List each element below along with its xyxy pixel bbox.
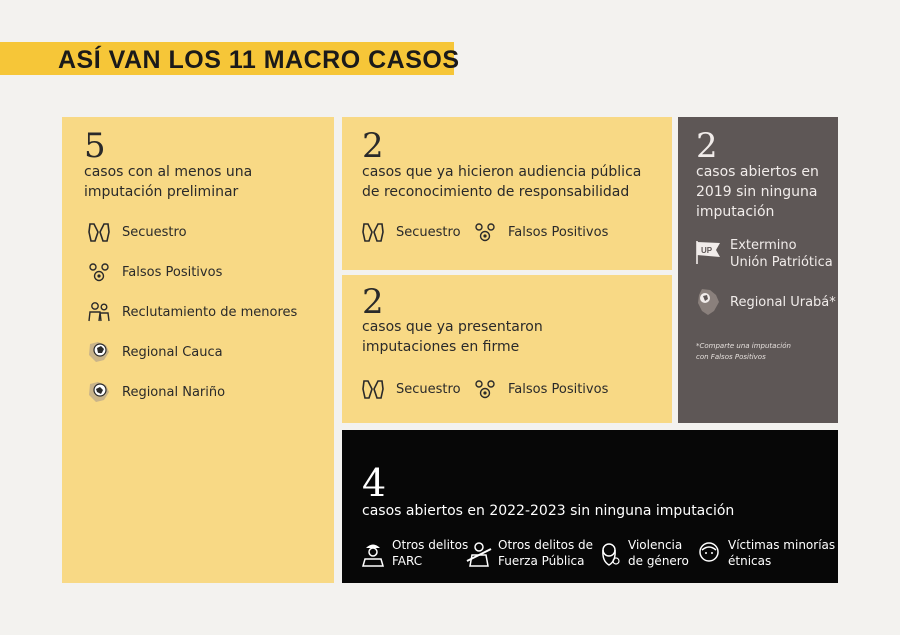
armed-forces-icon (464, 538, 494, 568)
children-icon (86, 299, 112, 325)
people-target-icon (472, 376, 498, 402)
svg-text:UP: UP (701, 246, 713, 255)
card-public-hearing (342, 117, 672, 270)
footnote: *Comparte una imputación con Falsos Positivos (696, 342, 791, 361)
soldier-icon (358, 538, 388, 568)
card-description: casos abiertos en 2022-2023 sin ninguna imputación (362, 503, 735, 519)
card-description: casos que ya presentaron imputaciones en firme (362, 319, 543, 355)
cauca-map-icon (86, 339, 112, 365)
page-title: ASÍ VAN LOS 11 MACRO CASOS (58, 46, 460, 74)
colombia-map-icon (694, 287, 722, 317)
narino-map-icon (86, 379, 112, 405)
card-number: 4 (362, 461, 387, 505)
handcuffs-icon (86, 219, 112, 245)
up-flag-icon (694, 239, 722, 267)
case-item-secuestro: Secuestro (360, 219, 461, 245)
case-item-regional-uraba: Regional Urabá* (694, 287, 836, 317)
handcuffs-icon (360, 376, 386, 402)
card-number: 5 (84, 126, 106, 166)
card-open-2022-2023 (342, 430, 838, 583)
people-target-icon (86, 259, 112, 285)
card-preliminary-imputation (62, 117, 334, 583)
case-item-falsos-positivos: Falsos Positivos (472, 219, 608, 245)
people-target-icon (472, 219, 498, 245)
card-number: 2 (696, 126, 718, 166)
case-item-reclutamiento: Reclutamiento de menores (86, 299, 297, 325)
ethnic-person-icon (694, 538, 724, 568)
case-item-regional-narino: Regional Nariño (86, 379, 225, 405)
case-item-otros-fuerza-publica: Otros delitos de Fuerza Pública (464, 537, 593, 569)
card-description: casos con al menos una imputación preliminar (84, 164, 253, 200)
card-number: 2 (362, 126, 384, 166)
case-item-otros-farc: Otros delitos FARC (358, 537, 468, 569)
case-item-secuestro: Secuestro (86, 219, 187, 245)
handcuffs-icon (360, 219, 386, 245)
card-number: 2 (362, 282, 384, 322)
card-open-2019 (678, 117, 838, 423)
case-item-union-patriotica: UP Extermino Unión Patriótica (694, 237, 833, 271)
case-item-falsos-positivos: Falsos Positivos (472, 376, 608, 402)
card-description: casos que ya hicieron audiencia pública de reconocimiento de responsabilidad (362, 164, 642, 200)
case-item-regional-cauca: Regional Cauca (86, 339, 223, 365)
case-item-falsos-positivos: Falsos Positivos (86, 259, 222, 285)
card-firm-imputations (342, 275, 672, 423)
gender-violence-icon (594, 538, 624, 568)
case-item-victimas-etnicas: Víctimas minorías étnicas (694, 537, 835, 569)
card-description: casos abiertos en 2019 sin ninguna imputación (696, 164, 819, 220)
case-item-secuestro: Secuestro (360, 376, 461, 402)
case-item-violencia-genero: Violencia de género (594, 537, 689, 569)
